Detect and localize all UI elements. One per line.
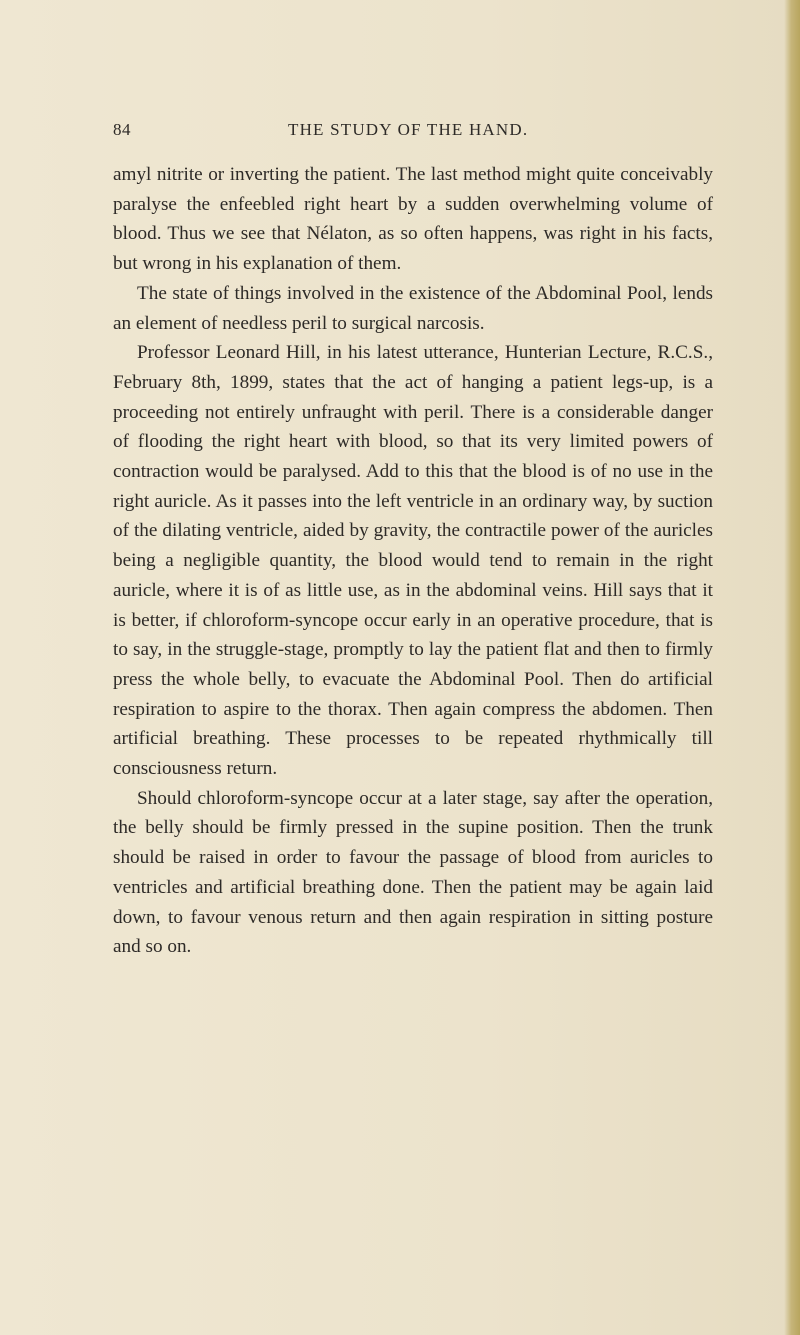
paragraph-3: Professor Leonard Hill, in his latest utterance, Hunterian Lecture, R.C.S., February 8th, 1899, states that the act of hanging a patient legs-up, is a proceeding not entirely unfraught with peril. There is a considerable danger of flooding the right heart with blood, so that its very limited powers of contraction would be paralysed. Add to this that the blood is of no use in the right auricle. As it passes into the left ventricle in an ordinary way, by suction of the dilating ventricle, aided by gravity, the contractile power of the auricles being a negligible quantity, the blood would tend to remain in the right auricle, where it is of as little use, as in the abdominal veins. Hill says that it is better, if chloroform-syncope occur early in an operative procedure, that is to say, in the struggle-stage, promptly to lay the patient flat and then to firmly press the whole belly, to evacuate the Abdominal Pool. Then do artificial respiration to aspire to the thorax. Then again compress the abdomen. Then artificial breathing. These processes to be repeated rhythmically till consciousness return. bbox=[113, 342, 713, 780]
body-text bbox=[113, 160, 713, 962]
page-header bbox=[113, 120, 713, 144]
running-head: THE STUDY OF THE HAND. bbox=[288, 120, 529, 139]
paragraph-1: amyl nitrite or inverting the patient. The last method might quite conceivably paralyse the enfeebled right heart by a sudden overwhelming volume of blood. Thus we see that Nélaton, as so often happens, was right in his facts, but wrong in his explanation of them. bbox=[113, 164, 713, 275]
page-edge-shadow bbox=[784, 0, 800, 1335]
page-number: 84 bbox=[113, 120, 131, 139]
paragraph-4: Should chloroform-syncope occur at a later stage, say after the operation, the belly should be firmly pressed in the supine position. Then the trunk should be raised in order to favour the passage of blood from auricles to ventricles and artificial breathing done. Then the patient may be again laid down, to favour venous return and then again respiration in sitting posture and so on. bbox=[113, 787, 713, 958]
paragraph-2: The state of things involved in the existence of the Abdominal Pool, lends an element of needless peril to surgical narcosis. bbox=[113, 282, 713, 334]
